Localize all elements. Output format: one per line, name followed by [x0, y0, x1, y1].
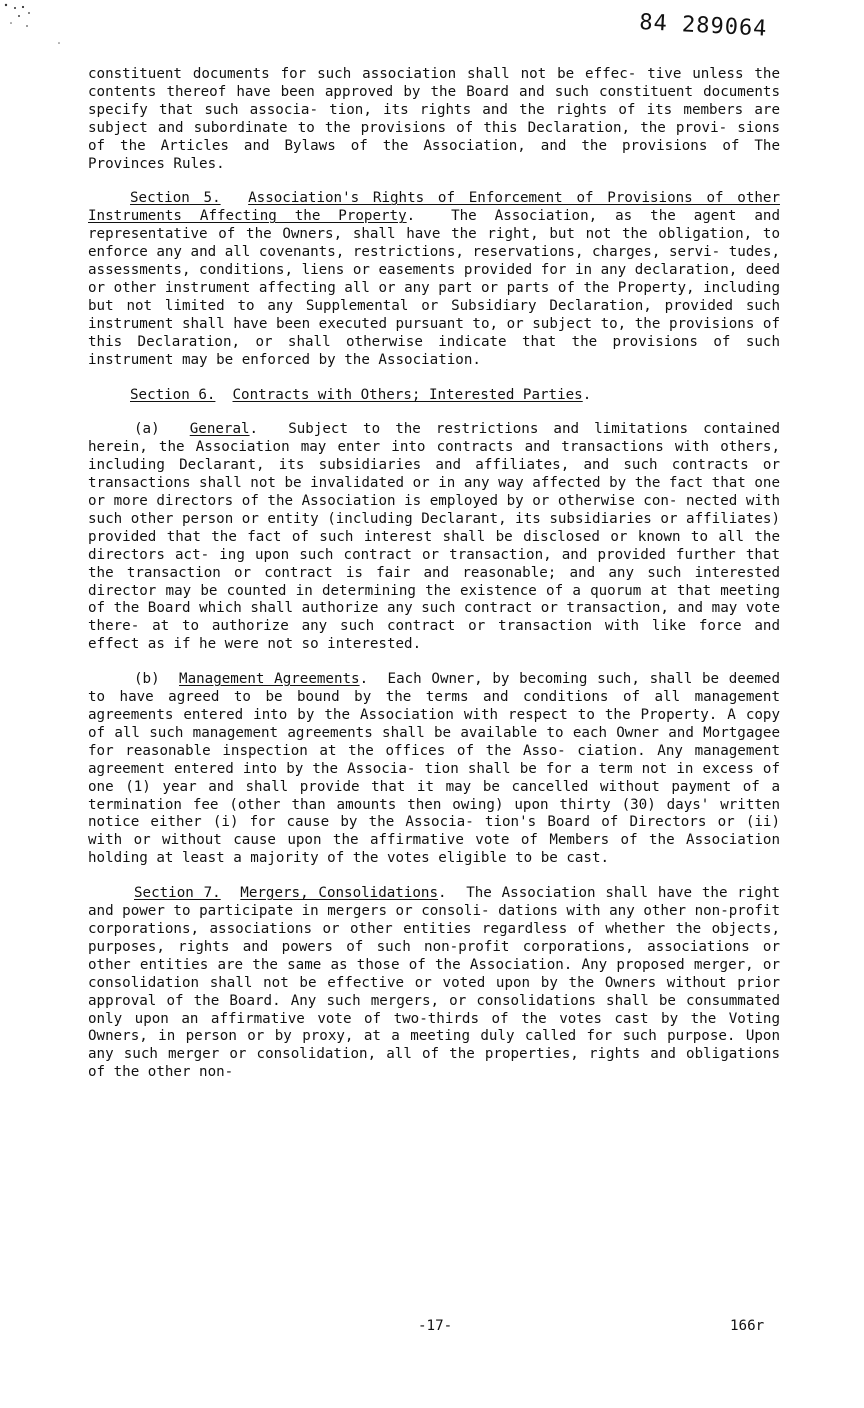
section-6b-paragraph: (b) Management Agreements. Each Owner, by becoming such, shall be deemed to have agreed to be bound by the terms and conditions of all management agreements entered into by the Association with respect to the Property. A copy of all such management agreements shall be available to each Owner and Mortgagee for reasonable inspection at the offices of the Asso- ciation. Any management agreement entered into by the Associa- tion shall be for a term not in excess of one (1) year and shall provide that it may be cancelled without payment of a termination fee (other than amounts then owing) upon thirty (30) days' written notice either (i) for cause by the Associa- tion's Board of Directors or (ii) with or without cause upon the affirmative vote of Members of the Association holding at least a majority of the votes eligible to be cast.	[88, 671, 781, 867]
document-body	[88, 66, 780, 1099]
section-7-paragraph: Section 7. Mergers, Consolidations. The Association shall have the right and power to participate in mergers or consoli- dations with any other non-profit corporations, associations or other entities regardless of whether the objects, purposes, rights and powers of such non-profit corporations, associations or other entities are the same as those of the Association. Any proposed merger, or consolidation shall not be effective or voted upon by the Owners without prior approval of the Board. Any such mergers, or consolidations shall be consummated only upon an affirmative vote of two-thirds of the votes cast by the Voting Owners, in person or by proxy, at a meeting duly called for such purpose. Upon any such merger or consolidation, all of the properties, rights and obligations of the other non-	[88, 885, 780, 1081]
section-5-body: The Association, as the agent and representative of the Owners, shall have the right, but not the obligation, to enforce any and all covenants, restrictions, reservations, charges, servi- tudes, assessments, conditions, liens or easements provided for in any declaration, deed or other instrument affecting all or any part or parts of the Property, including but not limited to any Supplemental or Subsidiary Declaration, provided such instrument shall have been executed pursuant to, or subject to, the provisions of this Declaration, or shall otherwise indicate that the provisions of such instrument may be enforced by the Association.	[88, 208, 781, 368]
section-6-title: Contracts with Others; Interested Parties	[232, 386, 583, 403]
section-6b-marker: (b)	[134, 671, 160, 688]
section-6b-body: Each Owner, by becoming such, shall be deemed to have agreed to be bound by the terms and conditions of all management agreements entered into by the Association with respect to the Property. A copy of all such management agreements shall be available to each Owner and Mortgagee for reasonable inspection at the offices of the Asso- ciation. Any management agreement entered into by the Associa- tion shall be for a term not in excess of one (1) year and shall provide that it may be cancelled without payment of a termination fee (other than amounts then owing) upon thirty (30) days' written notice either (i) for cause by the Associa- tion's Board of Directors or (ii) with or without cause upon the affirmative vote of Members of the Association holding at least a majority of the votes eligible to be cast.	[88, 671, 781, 867]
section-6a-title: General	[189, 421, 250, 438]
page-number: -17-	[418, 1318, 453, 1334]
scan-speck-marks	[2, 2, 72, 52]
section-6-heading: Section 6. Contracts with Others; Interested Parties.	[130, 386, 592, 403]
section-6b-title: Management Agreements	[179, 671, 360, 688]
intro-paragraph	[88, 66, 780, 173]
section-6a-body: Subject to the restrictions and limitations contained herein, the Association may enter into contracts and transactions with others, including Declarant, its subsidiaries and affiliates, and such contracts or transactions shall not be invalidated or in any way affected by the fact that one or more directors of the Association is employed by or otherwise con- nected with such other person or entity (including Declarant, its subsidiaries or affiliates) provided that the fact of such interest shall be disclosed or known to all the directors act- ing upon such contract or transaction, and provided further that the transaction or contract is fair and reasonable; and any such interested director may be counted in determining the existence of a quorum at that meeting of the Board which shall authorize any such contract or transaction, and may vote there- at to authorize any such contract or transaction with like force and effect as if he were not so interested.	[88, 421, 780, 653]
section-7-body: The Association shall have the right and power to participate in mergers or consoli- dations with any other non-profit corporations, associations or other entities regardless of whether the objects, purposes, rights and powers of such non-profit corporations, associations or other entities are the same as those of the Association. Any proposed merger, or consolidation shall not be effective or voted upon by the Owners without prior approval of the Board. Any such mergers, or consolidations shall be consummated only upon an affirmative vote of two-thirds of the votes cast by the Voting Owners, in person or by proxy, at a meeting duly called for such purpose. Upon any such merger or consolidation, all of the properties, rights and obligations of the other non-	[88, 885, 780, 1081]
section-6a-paragraph: (a) General. Subject to the restrictions and limitations contained herein, the Association may enter into contracts and transactions with others, including Declarant, its subsidiaries and affiliates, and such contracts or transactions shall not be invalidated or in any way affected by the fact that one or more directors of the Association is employed by or otherwise con- nected with such other person or entity (including Declarant, its subsidiaries or affiliates) provided that the fact of such interest shall be disclosed or known to all the directors act- ing upon such contract or transaction, and provided further that the transaction or contract is fair and reasonable; and any such interested director may be counted in determining the existence of a quorum at that meeting of the Board which shall authorize any such contract or transaction, and may vote there- at to authorize any such contract or transaction with like force and effect as if he were not so interested.	[88, 421, 780, 653]
page-code: 166r	[730, 1318, 765, 1334]
section-5-title: Association's Rights of Enforcement of Provisions of other Instruments Affecting the Property	[88, 190, 780, 225]
section-5-label: Section 5.	[130, 190, 221, 207]
section-6a-marker: (a)	[134, 421, 160, 438]
section-6-label: Section 6.	[130, 386, 216, 403]
document-stamp-number: 84 289064	[638, 10, 769, 42]
intro-text: constituent documents for such association shall not be effec- tive unless the contents thereof have been approved by the Board and such constituent documents specify that such associa- tion, its rights and the rights of its members are subject and subordinate to the provisions of this Declaration, the provi- sions of the Articles and Bylaws of the Association, and the provisions of The Provinces Rules.	[88, 66, 780, 172]
section-5-paragraph: Section 5. Association's Rights of Enforcement of Provisions of other Instruments Affecting the Property. The Association, as the agent and representative of the Owners, shall have the right, but not the obligation, to enforce any and all covenants, restrictions, reservations, charges, servi- tudes, assessments, conditions, liens or easements provided for in any declaration, deed or other instrument affecting all or any part or parts of the Property, including but not limited to any Supplemental or Subsidiary Declaration, provided such instrument shall have been executed pursuant to, or subject to, the provisions of this Declaration, or shall otherwise indicate that the provisions of such instrument may be enforced by the Association.	[88, 190, 781, 368]
section-7-label: Section 7.	[134, 885, 221, 902]
section-7-title: Mergers, Consolidations	[240, 885, 439, 902]
